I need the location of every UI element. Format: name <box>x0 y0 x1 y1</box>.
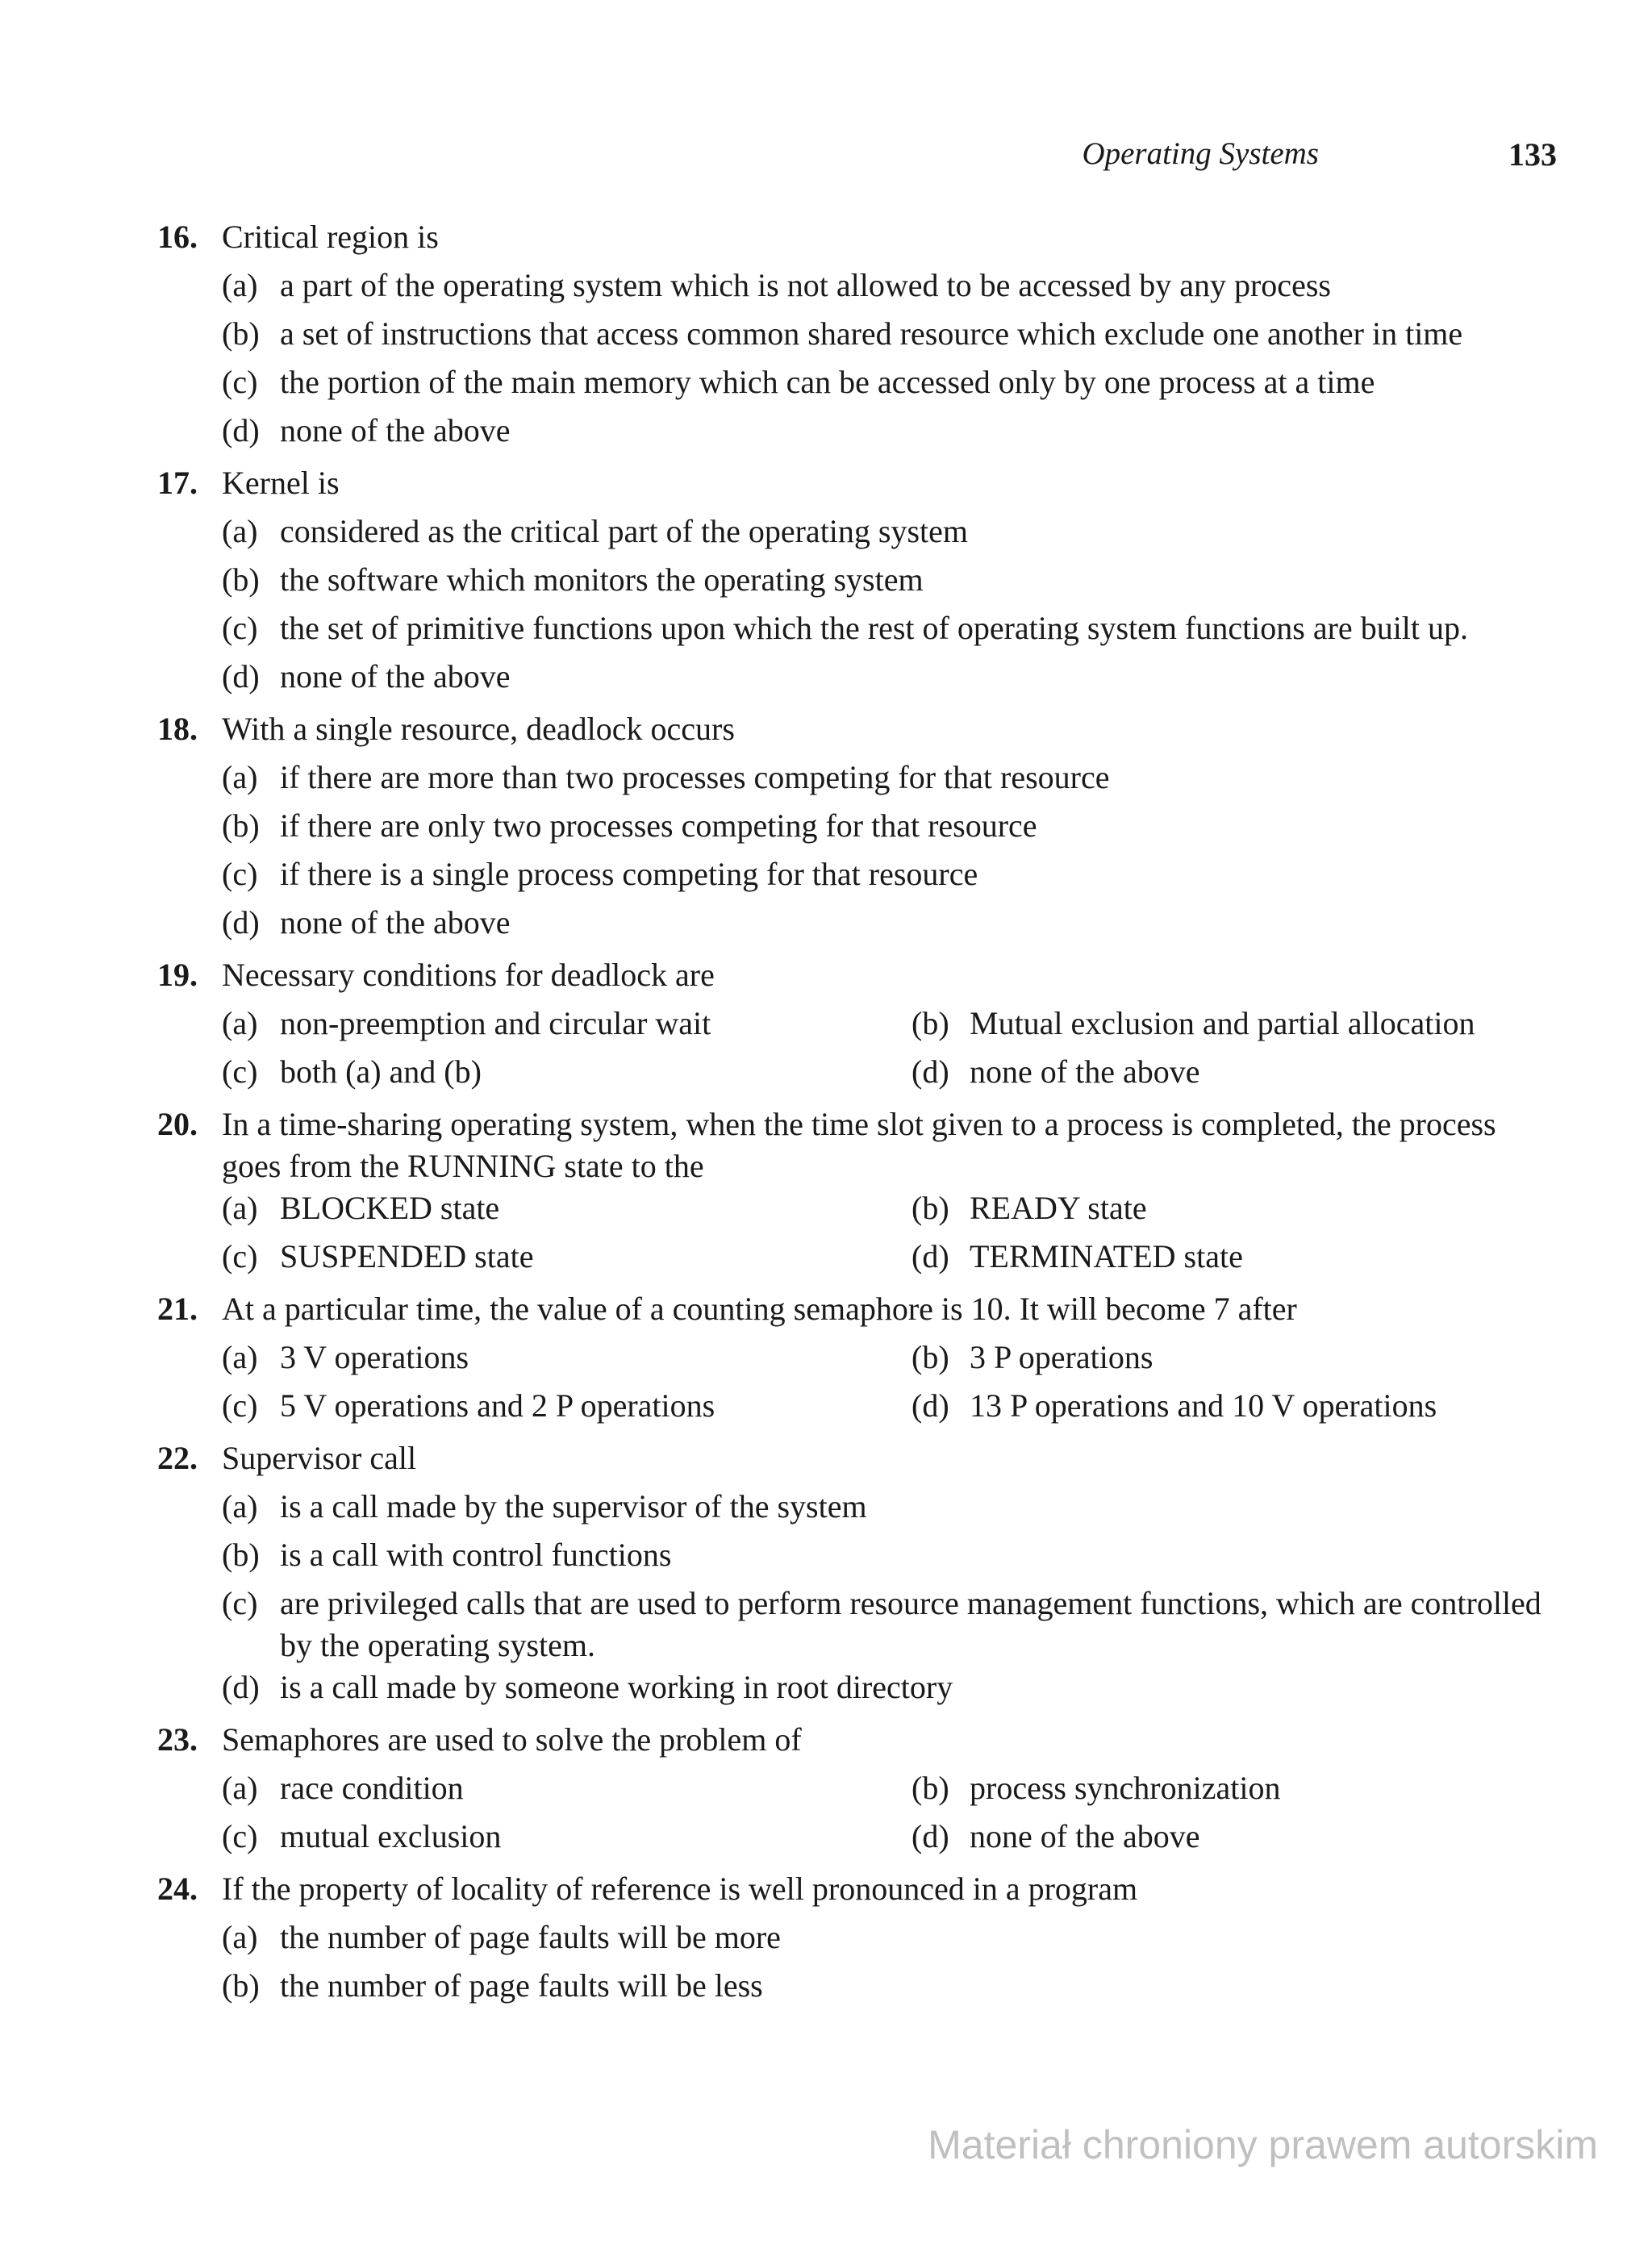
option-text: the set of primitive functions upon which the rest of operating system functions are built up. <box>280 610 1469 646</box>
option-text: are privileged calls that are used to perform resource management functions, which are controlled by the operating system. <box>280 1585 1541 1663</box>
running-title: Operating Systems <box>1082 136 1319 171</box>
question-18 <box>157 708 1561 950</box>
option-text: non-preemption and circular wait <box>280 1005 711 1041</box>
option-label: (a) <box>222 267 258 303</box>
option-label: (b) <box>912 1005 949 1041</box>
option-c <box>222 1385 912 1433</box>
question-text: In a time-sharing operating system, when the time slot given to a process is completed, the process goes from the RUNNING state to the <box>222 1106 1496 1184</box>
option-d <box>912 1236 1561 1284</box>
option-text: none of the above <box>280 904 511 941</box>
option-text: none of the above <box>970 1818 1200 1854</box>
option-c <box>222 1816 912 1864</box>
option-list <box>222 511 1561 704</box>
question-stem <box>157 462 1561 511</box>
option-c <box>222 361 1561 410</box>
option-text: 13 P operations and 10 V operations <box>970 1387 1437 1424</box>
option-grid <box>222 1003 1561 1099</box>
question-number: 20. <box>157 1106 198 1142</box>
option-list <box>222 757 1561 950</box>
option-d <box>222 902 1561 950</box>
option-list <box>222 1486 1561 1715</box>
option-label: (b) <box>912 1770 949 1806</box>
option-label: (c) <box>222 364 258 400</box>
option-text: the number of page faults will be more <box>280 1919 781 1955</box>
option-d <box>912 1385 1561 1433</box>
option-label: (d) <box>912 1238 949 1274</box>
question-text: With a single resource, deadlock occurs <box>222 711 735 747</box>
option-text: mutual exclusion <box>280 1818 502 1854</box>
option-list <box>222 265 1561 458</box>
option-a <box>222 1003 912 1051</box>
option-text: TERMINATED state <box>970 1238 1243 1274</box>
question-21 <box>157 1288 1561 1433</box>
option-c <box>222 1051 912 1099</box>
option-label: (a) <box>222 1190 258 1226</box>
option-text: process synchronization <box>970 1770 1281 1806</box>
option-label: (c) <box>222 856 258 892</box>
option-label: (b) <box>222 315 260 352</box>
question-20 <box>157 1103 1561 1284</box>
option-label: (a) <box>222 1919 258 1955</box>
option-c <box>222 1236 912 1284</box>
option-label: (c) <box>222 1818 258 1854</box>
option-text: a set of instructions that access common shared resource which exclude one another in time <box>280 315 1463 352</box>
option-text: if there are only two processes competing for that resource <box>280 807 1037 844</box>
option-d <box>222 410 1561 458</box>
option-c <box>222 1583 1561 1666</box>
option-text: READY state <box>970 1190 1147 1226</box>
option-label: (a) <box>222 1488 258 1525</box>
question-number: 17. <box>157 465 198 501</box>
option-grid <box>222 1767 1561 1864</box>
option-text: SUSPENDED state <box>280 1238 534 1274</box>
question-number: 16. <box>157 219 198 255</box>
question-number: 23. <box>157 1721 198 1758</box>
option-text: if there is a single process competing for that resource <box>280 856 978 892</box>
option-label: (b) <box>222 807 260 844</box>
option-d <box>222 656 1561 704</box>
option-label: (b) <box>222 561 260 598</box>
option-label: (d) <box>912 1387 949 1424</box>
option-b <box>912 1337 1561 1385</box>
option-text: both (a) and (b) <box>280 1053 482 1090</box>
question-text: At a particular time, the value of a counting semaphore is 10. It will become 7 after <box>222 1291 1297 1327</box>
option-c <box>222 853 1561 902</box>
question-stem <box>157 1103 1561 1187</box>
option-label: (a) <box>222 1005 258 1041</box>
option-text: BLOCKED state <box>280 1190 500 1226</box>
option-label: (a) <box>222 513 258 549</box>
question-stem <box>157 1868 1561 1917</box>
question-text: Semaphores are used to solve the problem of <box>222 1721 802 1758</box>
question-stem <box>157 708 1561 757</box>
option-text: none of the above <box>280 658 511 694</box>
option-label: (b) <box>912 1339 949 1375</box>
question-number: 24. <box>157 1871 198 1907</box>
option-text: Mutual exclusion and partial allocation <box>970 1005 1475 1041</box>
question-19 <box>157 954 1561 1099</box>
option-label: (c) <box>222 1238 258 1274</box>
option-text: race condition <box>280 1770 464 1806</box>
option-a <box>222 1187 912 1236</box>
option-label: (b) <box>222 1537 260 1573</box>
question-number: 19. <box>157 957 198 993</box>
option-text: considered as the critical part of the operating system <box>280 513 969 549</box>
question-number: 21. <box>157 1291 198 1327</box>
question-16 <box>157 216 1561 458</box>
option-text: the portion of the main memory which can be accessed only by one process at a time <box>280 364 1375 400</box>
option-a <box>222 757 1561 805</box>
page-number: 133 <box>1508 136 1557 173</box>
option-label: (d) <box>222 1669 260 1705</box>
option-text: 5 V operations and 2 P operations <box>280 1387 715 1424</box>
question-stem <box>157 1437 1561 1486</box>
option-label: (c) <box>222 1585 258 1621</box>
option-b <box>912 1187 1561 1236</box>
option-label: (d) <box>912 1053 949 1090</box>
option-b <box>912 1767 1561 1816</box>
option-b <box>222 1965 1561 2013</box>
option-text: a part of the operating system which is not allowed to be accessed by any process <box>280 267 1331 303</box>
option-label: (d) <box>222 658 260 694</box>
question-number: 18. <box>157 711 198 747</box>
option-a <box>222 1767 912 1816</box>
option-label: (c) <box>222 610 258 646</box>
question-text: Supervisor call <box>222 1440 417 1476</box>
question-text: Kernel is <box>222 465 340 501</box>
option-text: the number of page faults will be less <box>280 1967 763 2004</box>
question-stem <box>157 1288 1561 1337</box>
option-grid <box>222 1187 1561 1284</box>
option-list <box>222 1917 1561 2013</box>
option-label: (a) <box>222 1339 258 1375</box>
question-number: 22. <box>157 1440 198 1476</box>
question-text: Necessary conditions for deadlock are <box>222 957 715 993</box>
option-text: the software which monitors the operating system <box>280 561 924 598</box>
option-label: (c) <box>222 1053 258 1090</box>
option-label: (b) <box>222 1967 260 2004</box>
option-b <box>222 559 1561 607</box>
option-label: (d) <box>912 1818 949 1854</box>
option-label: (c) <box>222 1387 258 1424</box>
page-header <box>0 136 1557 184</box>
option-text: none of the above <box>970 1053 1200 1090</box>
option-text: none of the above <box>280 412 511 448</box>
question-stem <box>157 954 1561 1003</box>
option-label: (d) <box>222 904 260 941</box>
option-b <box>222 805 1561 853</box>
question-23 <box>157 1719 1561 1864</box>
option-text: 3 V operations <box>280 1339 469 1375</box>
option-grid <box>222 1337 1561 1433</box>
option-d <box>912 1816 1561 1864</box>
option-text: if there are more than two processes competing for that resource <box>280 759 1110 795</box>
question-list <box>157 216 1561 2017</box>
option-b <box>222 313 1561 361</box>
question-17 <box>157 462 1561 704</box>
option-text: is a call with control functions <box>280 1537 672 1573</box>
option-d <box>222 1666 1561 1715</box>
option-label: (a) <box>222 1770 258 1806</box>
option-label: (d) <box>222 412 260 448</box>
option-text: is a call made by the supervisor of the system <box>280 1488 867 1525</box>
question-text: Critical region is <box>222 219 439 255</box>
option-a <box>222 511 1561 559</box>
question-24 <box>157 1868 1561 2013</box>
option-text: is a call made by someone working in root directory <box>280 1669 953 1705</box>
question-22 <box>157 1437 1561 1715</box>
copyright-watermark: Materiał chroniony prawem autorskim <box>928 2122 1598 2167</box>
question-stem <box>157 1719 1561 1767</box>
option-a <box>222 265 1561 313</box>
option-label: (b) <box>912 1190 949 1226</box>
option-c <box>222 607 1561 656</box>
option-b <box>912 1003 1561 1051</box>
option-a <box>222 1917 1561 1965</box>
option-d <box>912 1051 1561 1099</box>
option-a <box>222 1486 1561 1534</box>
option-label: (a) <box>222 759 258 795</box>
option-text: 3 P operations <box>970 1339 1153 1375</box>
question-text: If the property of locality of reference is well pronounced in a program <box>222 1871 1138 1907</box>
question-stem <box>157 216 1561 265</box>
option-b <box>222 1534 1561 1583</box>
option-a <box>222 1337 912 1385</box>
